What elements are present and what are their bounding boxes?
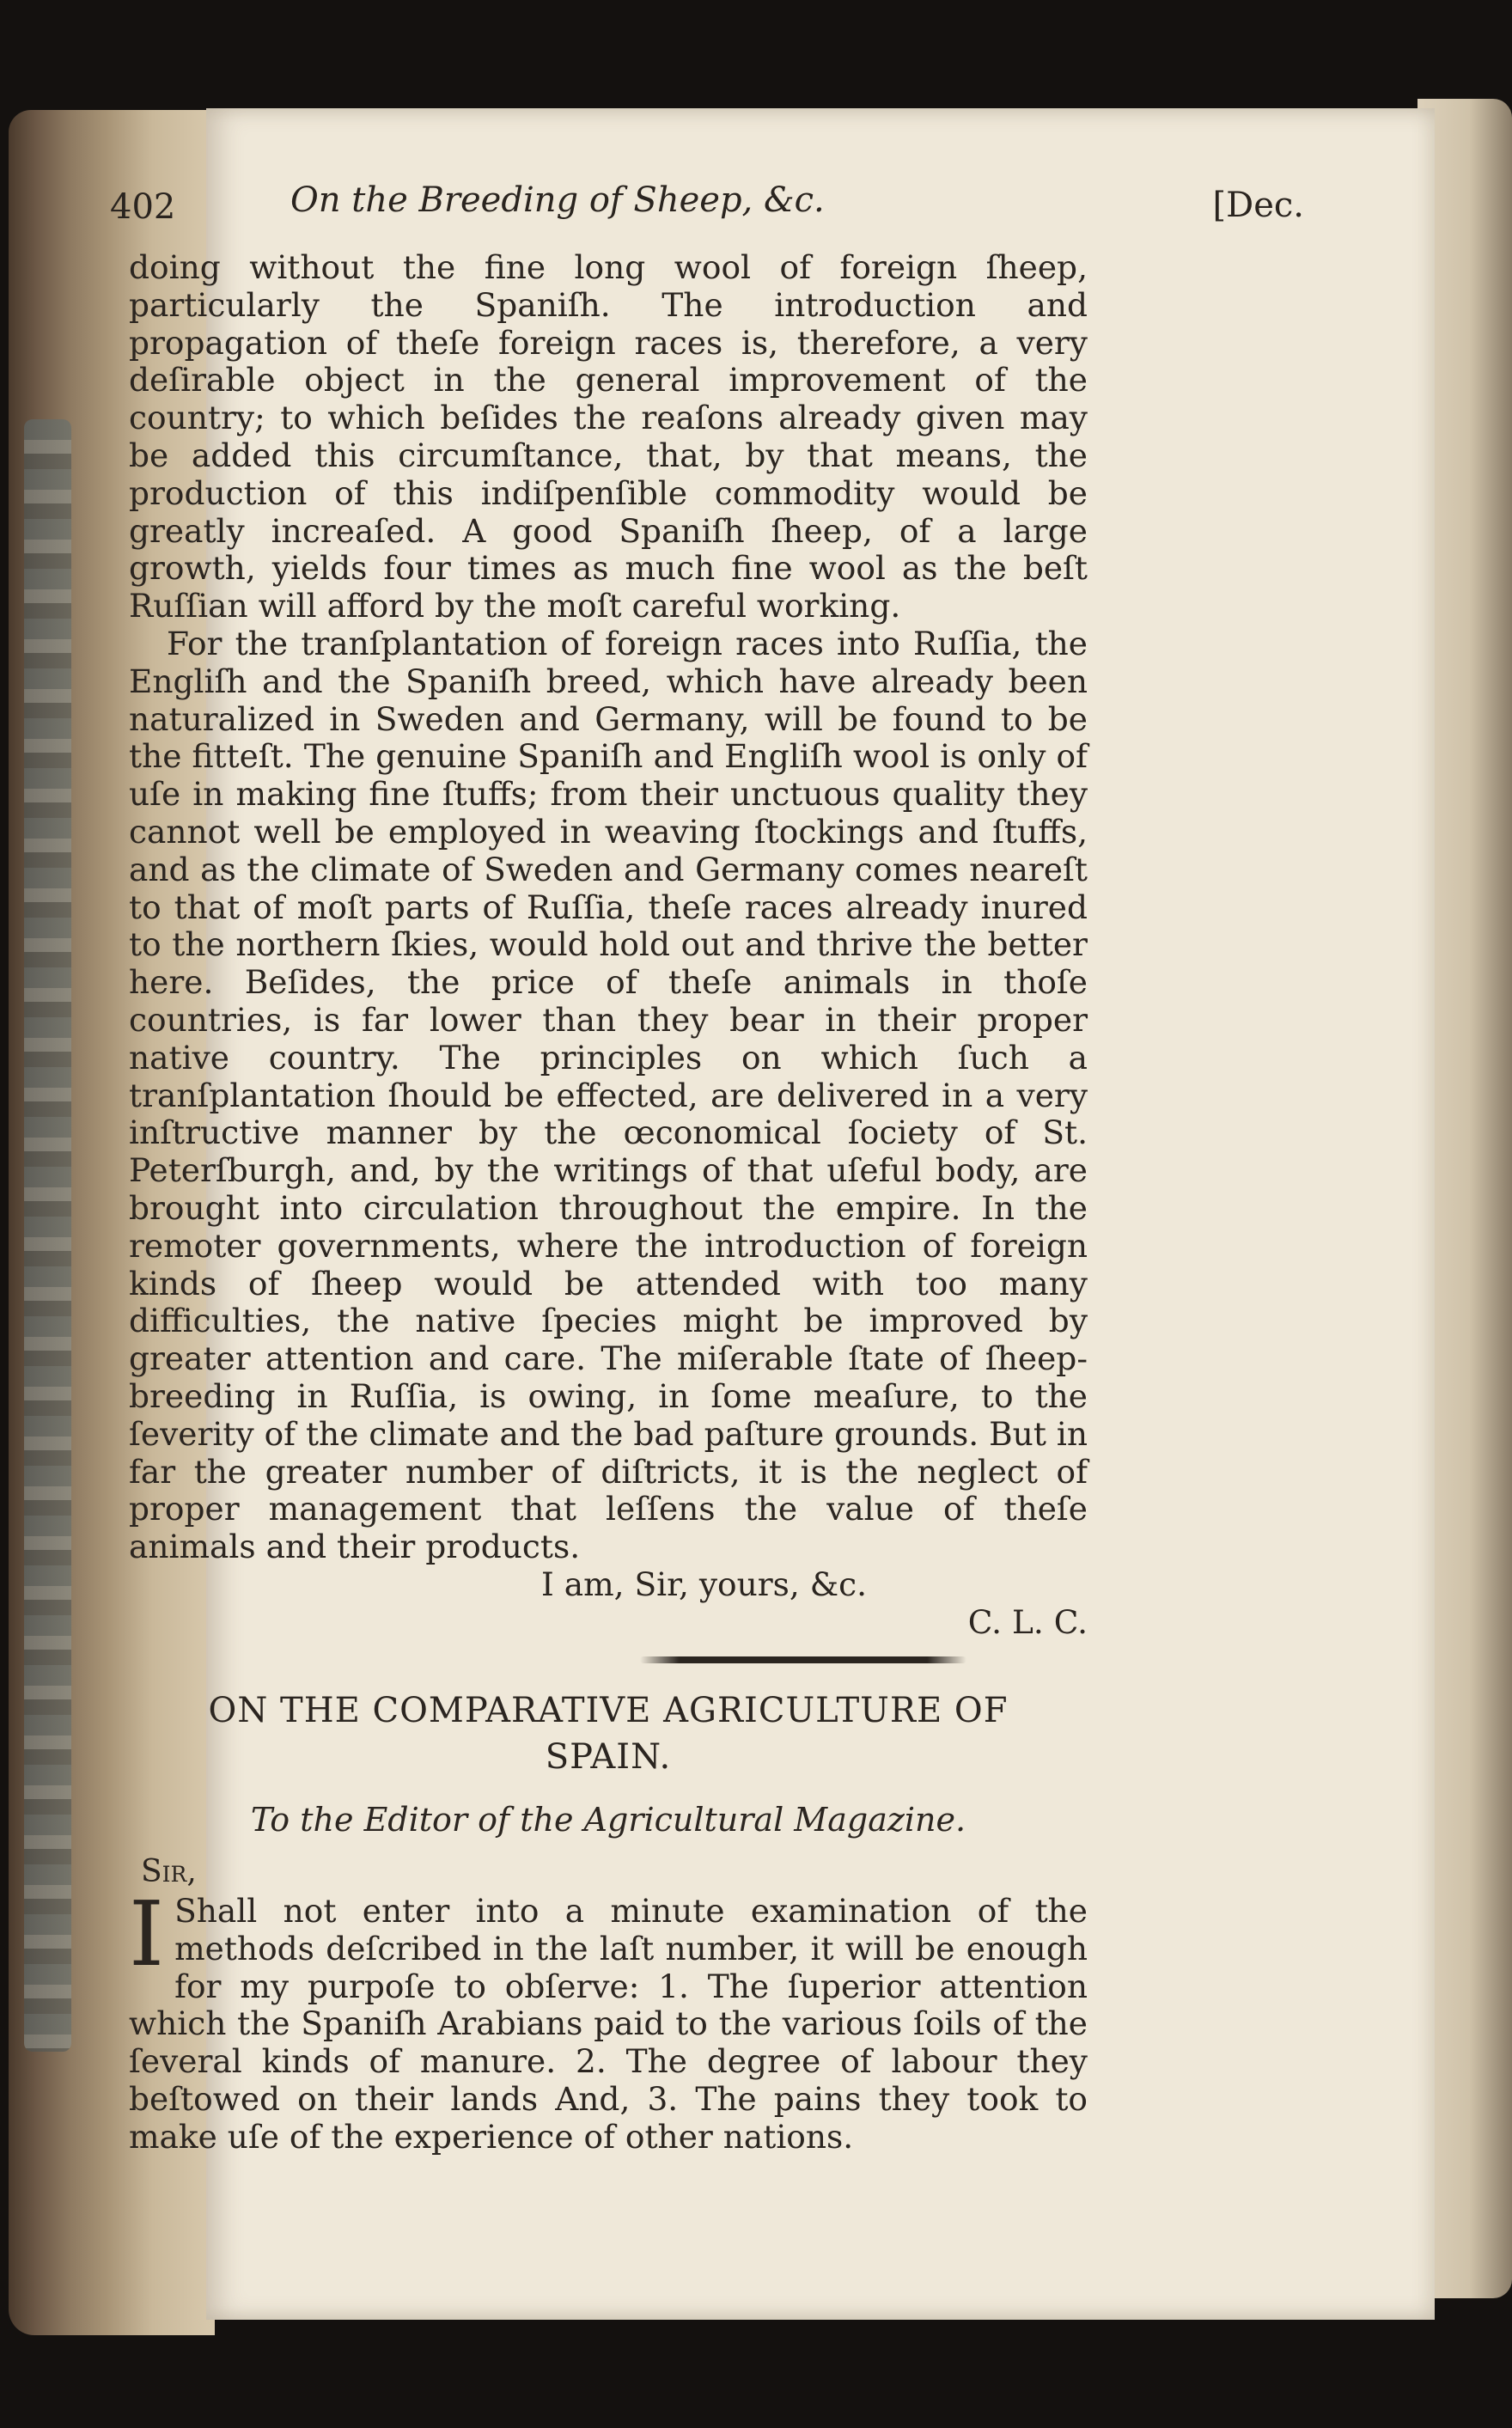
closing-line: I am, Sir, yours, &c.: [541, 1565, 868, 1603]
signature: C. L. C.: [967, 1602, 1088, 1641]
drop-cap: I: [129, 1882, 165, 1986]
section-rule: [640, 1656, 966, 1663]
paragraph-transplantation: For the tranſplantation of foreign races into Ruſſia, the Engliſh and the Spaniſh breed, which have already been naturalized in Sweden and Germany, will be found to be the fitteſt. The genuine Spaniſh and Engliſh wool is only of uſe in making fine ſtuffs; from their unctuous quality they cannot well be employed in weaving ſtockings and ſtuffs, and as the climate of Sweden and Germany comes neareſt to that of moſt parts of Ruſſia, theſe races already inured to the northern ſkies, would hold out and thrive the better here. Beſides, the price of theſe animals in thoſe countries, is far lower than they bear in their proper native country. The principles on which ſuch a tranſplantation ſhould be effected, are delivered in a very inſtructive manner by the œconomical ſociety of St. Peterſburgh, and, by the writings of that uſeful body, are brought into circulation throughout the empire. In the remoter governments, where the introduction of foreign kinds of ſheep would be attended with too many difficulties, the native ſpecies might be improved by greater attention and care. The miſerable ſtate of ſheep-breeding in Ruſſia, is owing, in ſome meaſure, to the ſeverity of the climate and the bad paſture grounds. But in far the greater number of diſtricts, it is the neglect of proper management that leſſens the value of theſe animals and their products.: [129, 624, 1088, 1566]
article-title: [129, 1687, 1088, 1780]
article-body-text: Shall not enter into a minute examination of the methods deſcribed in the laſt number, it will be enough for my purpoſe to obſerve: 1. The ſuperior attention which the Spaniſh Arabians paid to the various ſoils of the ſeveral kinds of manure. 2. The degree of labour they beſtowed on their lands And, 3. The pains they took to make uſe of the experience of other nations.: [129, 1892, 1088, 2156]
page-number: 402: [110, 187, 176, 227]
article-title-line-2: SPAIN.: [545, 1737, 672, 1777]
month-marker: [Dec.: [1212, 186, 1304, 225]
editor-salutation: To the Editor of the Agricultural Magazine.: [250, 1801, 966, 1839]
sir-greeting: Sir,: [141, 1854, 197, 1889]
article-body: [129, 1882, 1088, 2157]
running-header: [110, 180, 1304, 232]
running-title: On the Breeding of Sheep, &c.: [290, 180, 825, 220]
paragraph-continued: doing without the fine long wool of foreign ſheep, particularly the Spaniſh. The introduction and propagation of theſe foreign races is, therefore, a very deſirable object in the general improvement of the country; to which beſides the reaſons already given may be added this circumſtance, that, by that means, the production of this indiſpenſible commodity would be greatly increaſed. A good Spaniſh ſheep, of a large growth, yields four times as much fine wool as the beſt Ruſſian will afford by the moſt careful working.: [129, 248, 1088, 625]
article-title-line-1: ON THE COMPARATIVE AGRICULTURE OF: [208, 1691, 1009, 1730]
letter-text: [129, 249, 1088, 1641]
